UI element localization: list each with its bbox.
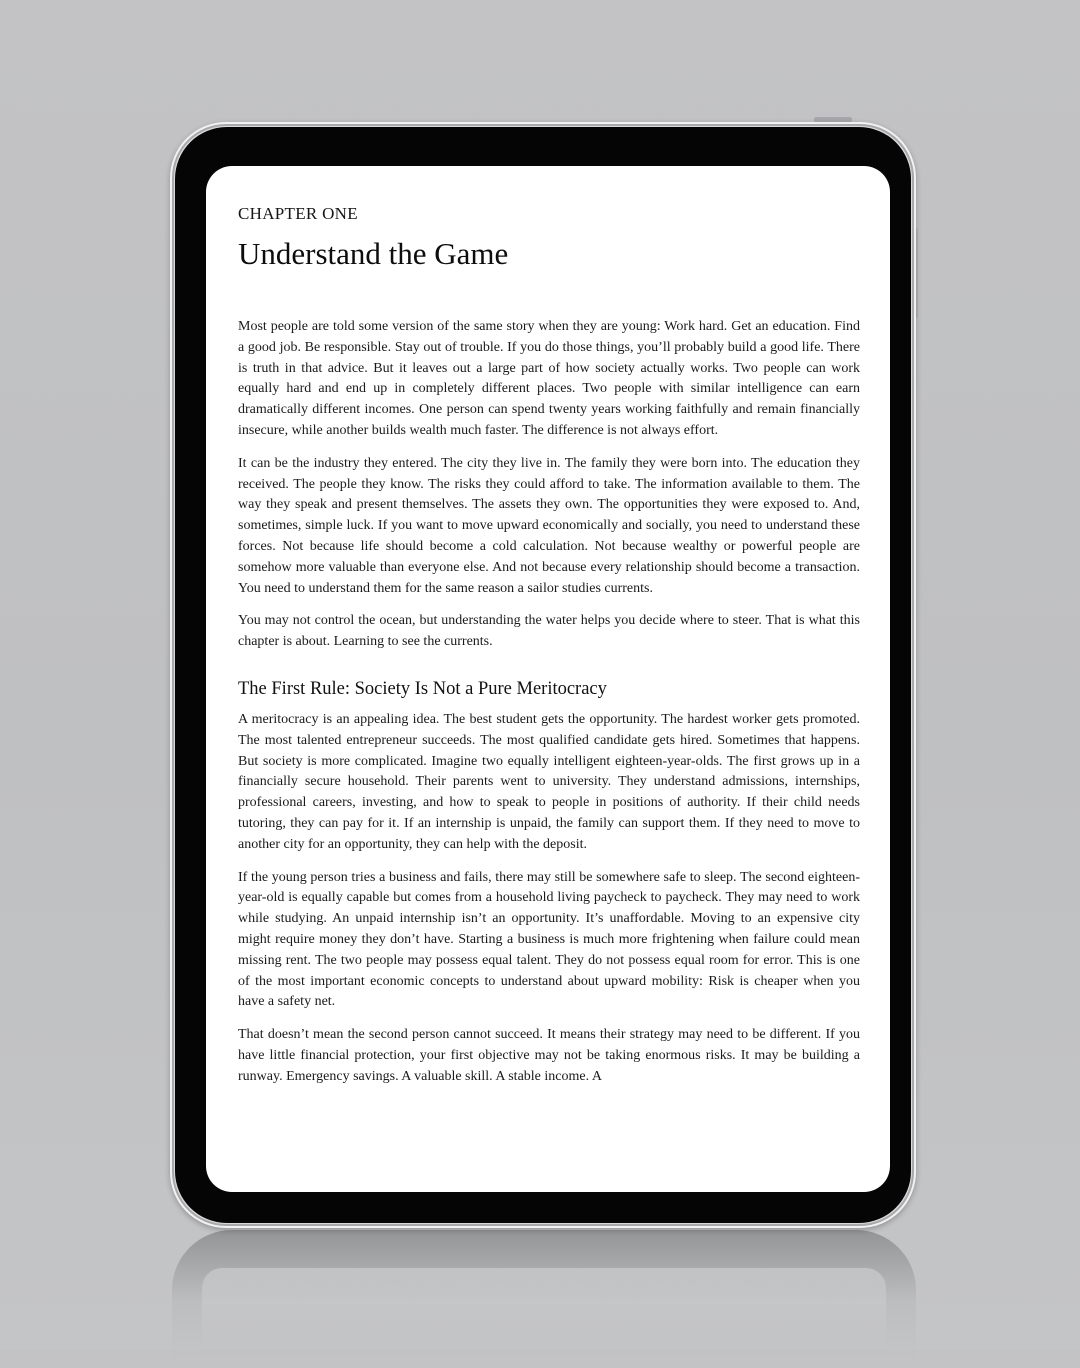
paragraph: If the young person tries a business and fails, there may still be somewhere safe to sleep. The second eighteen-year-old is equally capable but comes from a household living paycheck to paycheck. They may need to work while studying. An unpaid internship isn’t an opportunity. It’s unaffordable. Moving to an expensive city might require money they don’t have. Starting a business is much more frightening when failure could mean missing rent. The two people may possess equal talent. They do not possess equal room for error. This is one of the most important economic concepts to understand about upward mobility: Risk is cheaper when you have a safety net. — [238, 869, 860, 1010]
tablet-device — [170, 122, 916, 1228]
tablet-bezel — [175, 127, 911, 1223]
book-page — [238, 204, 860, 1100]
reflection-highlight — [202, 1268, 886, 1368]
chapter-body — [238, 317, 860, 1088]
reader-screen[interactable] — [206, 166, 890, 1192]
paragraph: It can be the industry they entered. The city they live in. The family they were born into. The education they received. The people they know. The risks they could afford to take. The information available to them. The way they speak and present themselves. The assets they own. The opportunities they were exposed to. And, sometimes, simple luck. If you want to move upward economically and socially, you need to understand these forces. Not because life should become a cold calculation. Not because wealthy or powerful people are somehow more valuable than everyone else. And not because every relationship should become a transaction. You need to understand them for the same reason a sailor studies currents. — [238, 455, 860, 596]
paragraph: A meritocracy is an appealing idea. The best student gets the opportunity. The hardest worker gets promoted. The most talented entrepreneur succeeds. The most qualified candidate gets hired. Sometimes that happens. But society is more complicated. Imagine two equally intelligent eighteen-year-olds. The first grows up in a financially secure household. Their parents went to university. They understand admissions, internships, professional careers, investing, and how to speak to people in positions of authority. If their child needs tutoring, they can pay for it. If an internship is unpaid, the family can support them. If they need to move to another city for an opportunity, they can help with the deposit. — [238, 711, 860, 852]
section-heading: The First Rule: Society Is Not a Pure Meritocracy — [238, 678, 607, 699]
paragraph: That doesn’t mean the second person cannot succeed. It means their strategy may need to be different. If you have little financial protection, your first objective may not be taking enormous risks. It may be building a runway. Emergency savings. A valuable skill. A stable income. A — [238, 1027, 860, 1084]
paragraph: You may not control the ocean, but understanding the water helps you decide where to steer. That is what this chapter is about. Learning to see the currents. — [238, 613, 860, 650]
chapter-label: CHAPTER ONE — [238, 204, 358, 223]
paragraph: Most people are told some version of the same story when they are young: Work hard. Get an education. Find a good job. Be responsible. Stay out of trouble. If you do those things, you’ll probably build a good life. There is truth in that advice. But it leaves out a large part of how society actually works. Two people can work equally hard and end up in completely different places. Two people with similar intelligence can earn dramatically different incomes. One person can spend twenty years working faithfully and remain financially insecure, while another builds wealth much faster. The difference is not always effort. — [238, 319, 860, 438]
tablet-reflection — [172, 1230, 916, 1360]
chapter-title: Understand the Game — [238, 236, 509, 271]
